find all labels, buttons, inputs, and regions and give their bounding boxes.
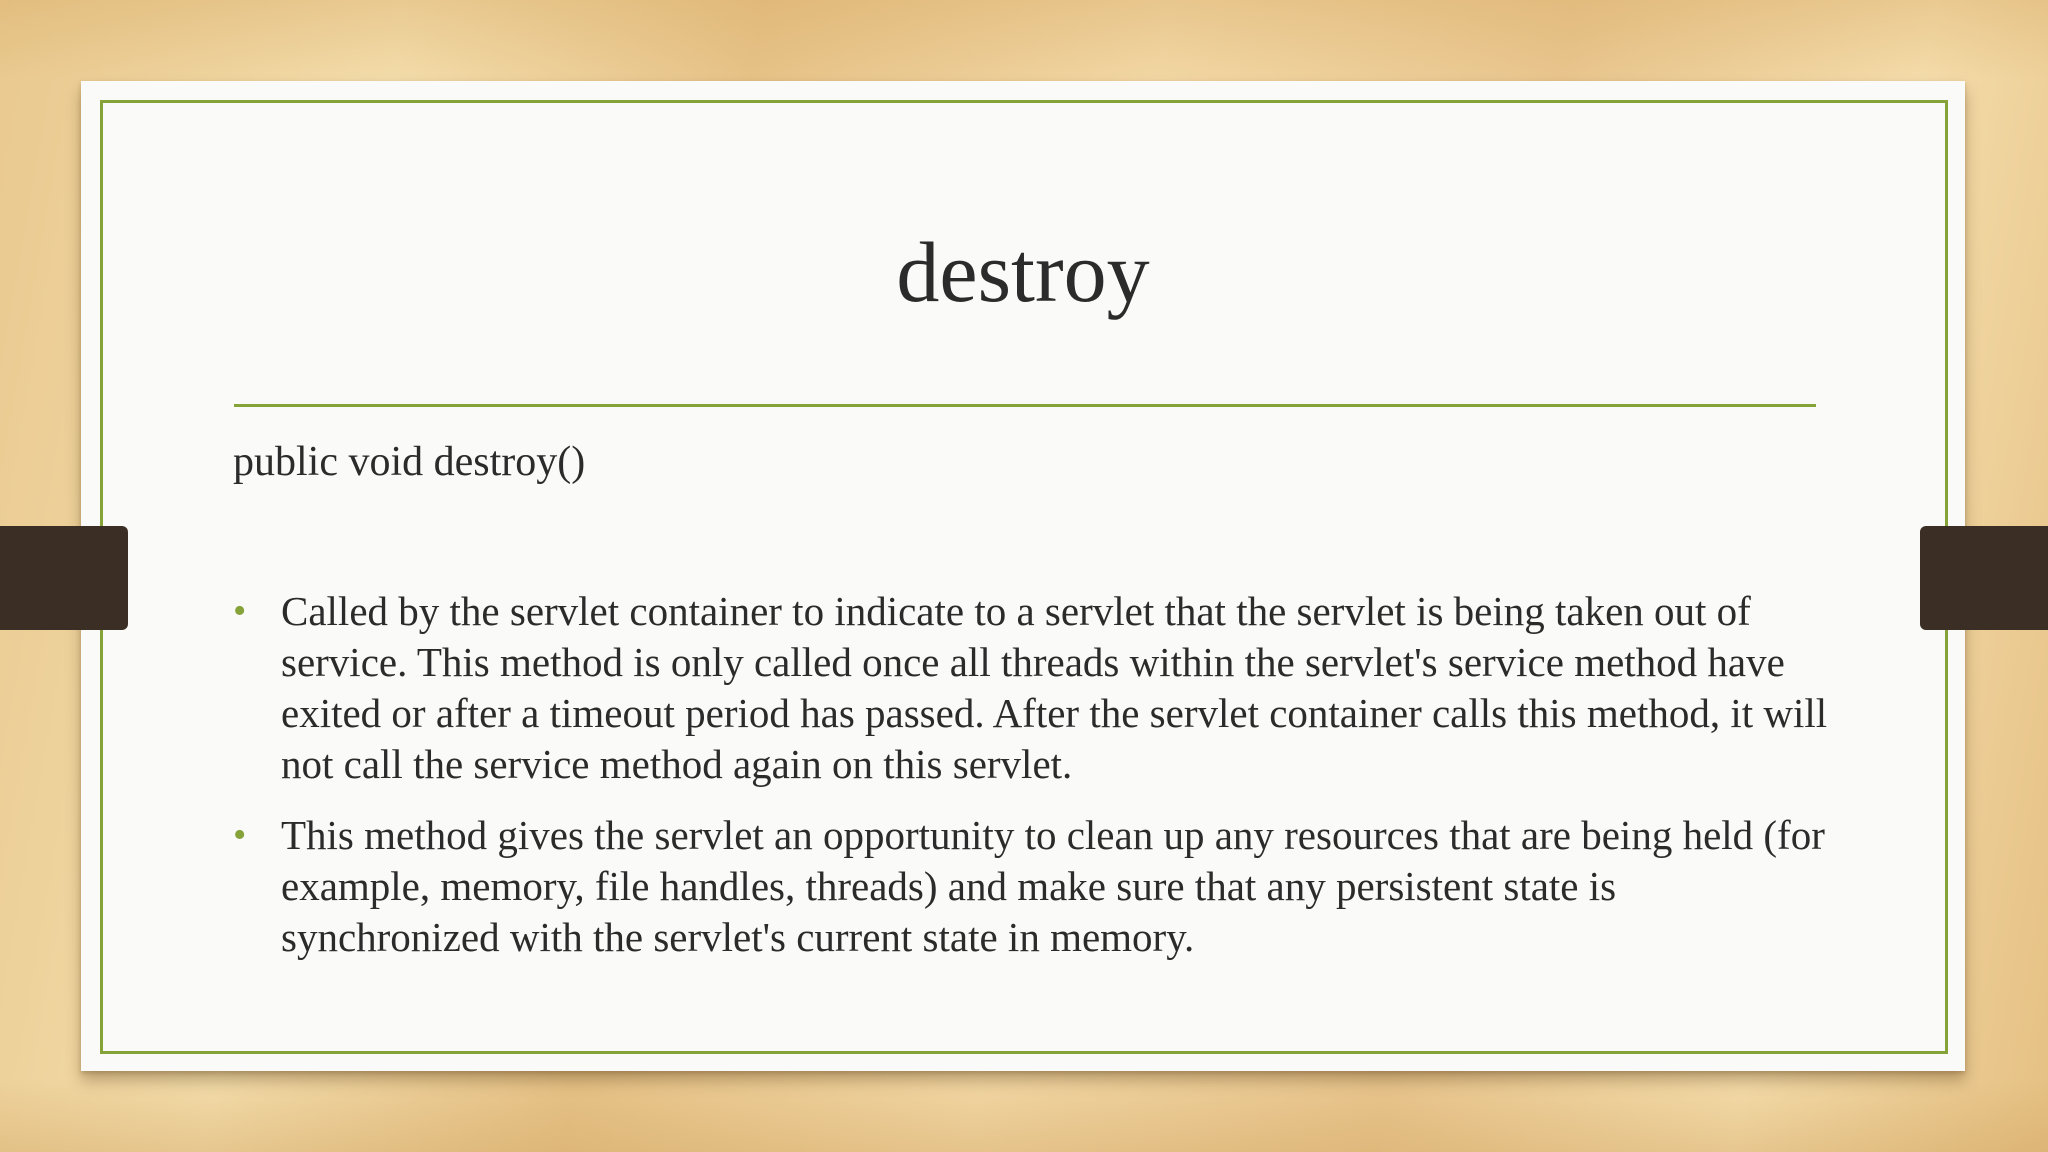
method-signature: public void destroy() — [233, 439, 586, 485]
bullet-text: Called by the servlet container to indicate to a servlet that the servlet is being taken out of service. This method is only called once all threads within the servlet's service method have exited or after a timeout period has passed. After the servlet container calls this method, it will not call the service method again on this servlet. — [281, 588, 1828, 787]
right-tab-decoration — [1920, 526, 2048, 630]
slide-title: destroy — [896, 224, 1150, 320]
bullet-text: This method gives the servlet an opportunity to clean up any resources that are being held (for example, memory, file handles, threads) and make sure that any persistent state is synchronized with the servlet's current state in memory. — [281, 812, 1825, 960]
bullet-list — [233, 586, 1833, 983]
bullet-icon: • — [233, 814, 247, 856]
left-tab-decoration — [0, 526, 128, 630]
wood-background-bottom — [0, 1080, 2048, 1152]
bullet-icon: • — [233, 590, 247, 632]
wood-background-top — [0, 0, 2048, 80]
bullet-item — [233, 810, 1833, 963]
bullet-item — [233, 586, 1833, 790]
title-divider — [234, 404, 1816, 407]
